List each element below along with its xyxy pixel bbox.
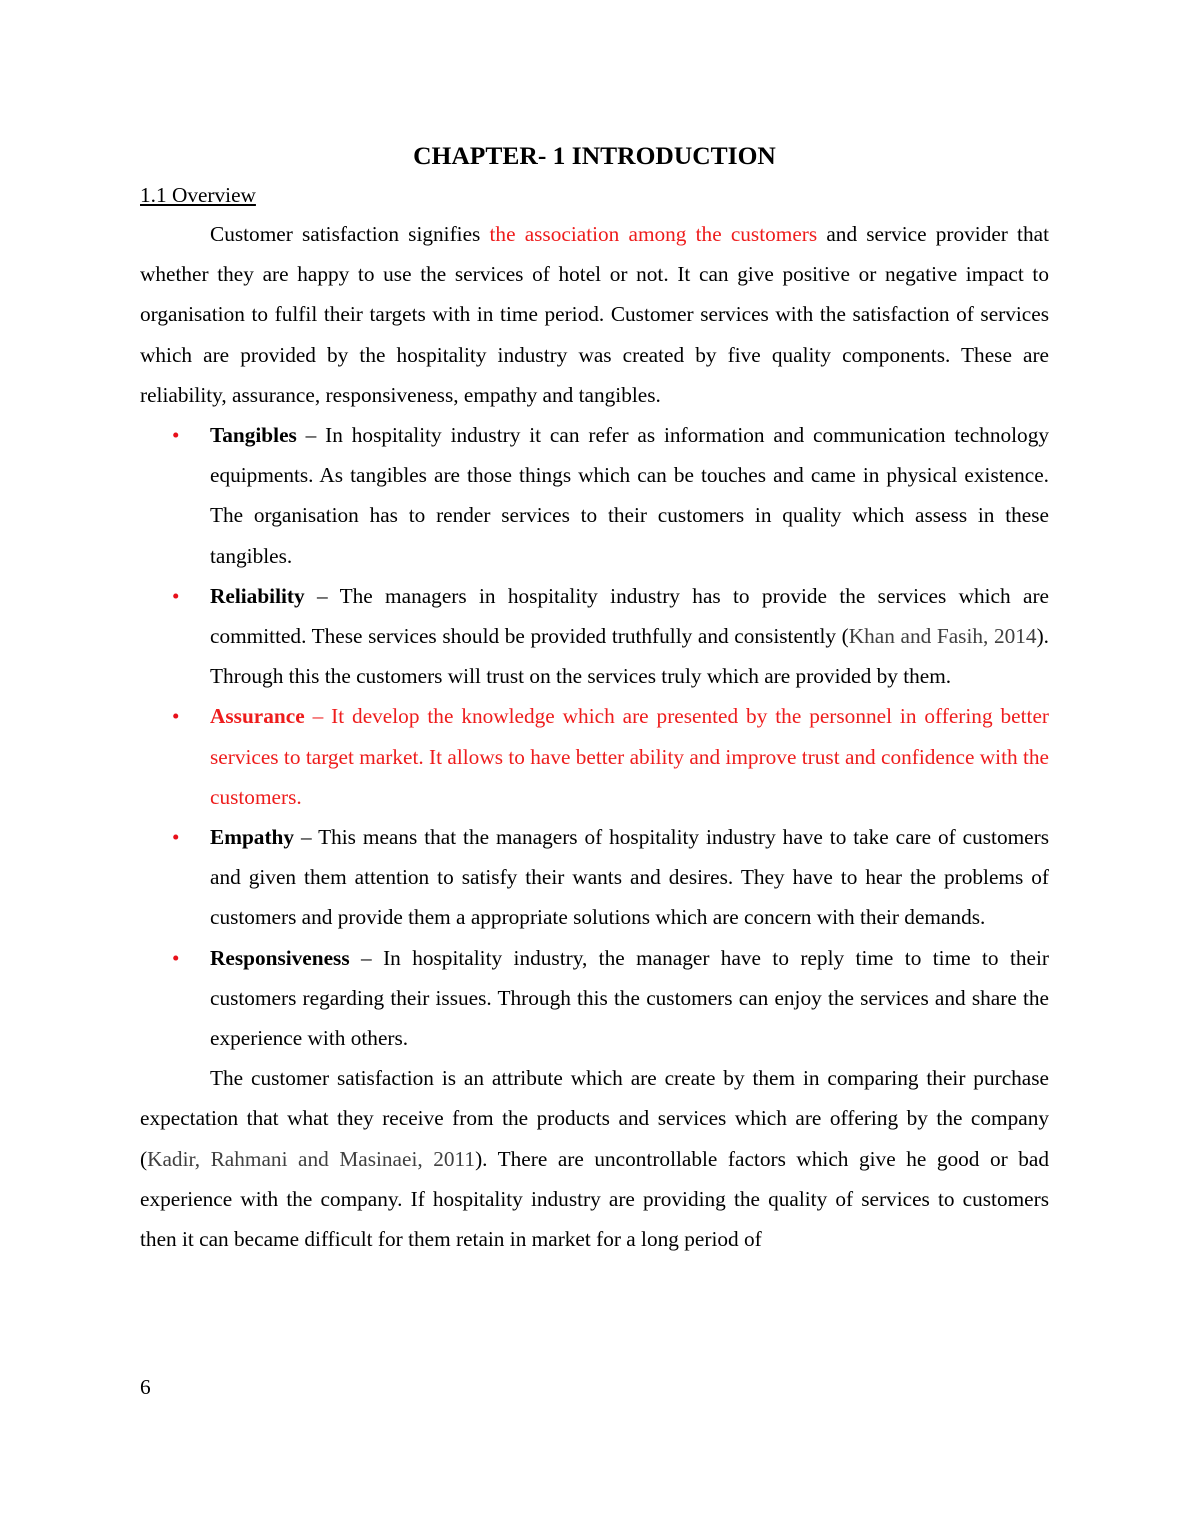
closing-text-start: The customer satisfaction is an attribute which are create by them in comparing their purchase expectation that what they receive from the products and services which are offering by the company (	[140, 1066, 1049, 1171]
bullet-text-end: ). Through this the customers will trust on the services truly which are provided by them.	[210, 624, 1050, 689]
bullet-dot-icon: •	[172, 704, 180, 729]
bullet-text: – The managers in hospitality industry has to provide the services which are committed. These services should be provided truthfully and consistently (	[210, 583, 1049, 649]
bullet-text: – It develop the knowledge which are presented by the personnel in offering better services to target market. It allows to have better ability and improve trust and confidence with the customers.	[210, 704, 1049, 809]
bullet-dot-icon: •	[172, 583, 180, 608]
bullet-dot-icon: •	[172, 423, 180, 448]
bullet-reliability	[140, 576, 1049, 697]
section-heading: 1.1 Overview	[140, 183, 256, 207]
intro-text-end: and service provider that whether they are happy to use the services of hotel or not. It can give positive or negative impact to organisation to fulfil their targets with in time period. Customer services with the satisfaction of services which are provided by the hospitality industry was created by five quality components. These are reliability, assurance, responsiveness, empathy and tangibles.	[140, 222, 1049, 407]
document-page	[140, 138, 1049, 1259]
bullet-term: Assurance	[210, 704, 305, 729]
bullet-term: Empathy	[210, 825, 295, 850]
page-number: 6	[140, 1375, 151, 1399]
bullet-tangibles	[140, 415, 1049, 576]
closing-text-end: ). There are uncontrollable factors which give he good or bad experience with the company. If hospitality industry are providing the quality of services to customers then it can became difficult for them retain in market for a long period of	[140, 1146, 1050, 1252]
bullet-term: Tangibles	[210, 423, 297, 448]
closing-paragraph	[140, 1058, 1049, 1259]
intro-text-start: Customer satisfaction signifies	[210, 222, 490, 246]
citation: Khan and Fasih, 2014	[848, 624, 1037, 649]
bullet-text: – This means that the managers of hospitality industry have to take care of customers and given them attention to satisfy their wants and desires. They have to hear the problems of customers and provide them a appropriate solutions which are concern with their demands.	[210, 825, 1049, 930]
bullet-text: – In hospitality industry, the manager have to reply time to time to their customers regarding their issues. Through this the customers can enjoy the services and share the experience with others.	[210, 945, 1049, 1051]
bullet-empathy	[140, 817, 1049, 938]
bullet-term: Responsiveness	[210, 945, 350, 970]
bullet-dot-icon: •	[172, 825, 180, 850]
citation: Kadir, Rahmani and Masinaei, 2011	[147, 1146, 476, 1171]
chapter-title: CHAPTER- 1 INTRODUCTION	[413, 141, 776, 170]
bullet-responsiveness	[140, 938, 1049, 1059]
bullet-dot-icon: •	[172, 945, 180, 970]
intro-highlight: the association among the customers	[489, 222, 818, 246]
bullet-term: Reliability	[210, 583, 305, 608]
bullet-assurance	[140, 696, 1049, 817]
intro-paragraph	[140, 214, 1049, 415]
bullet-text: – In hospitality industry it can refer as information and communication technology equipments. As tangibles are those things which can be touches and came in physical existence. The organisation has to render services to their customers in quality which assess in these tangibles.	[210, 423, 1049, 568]
quality-components-list	[140, 415, 1049, 1058]
